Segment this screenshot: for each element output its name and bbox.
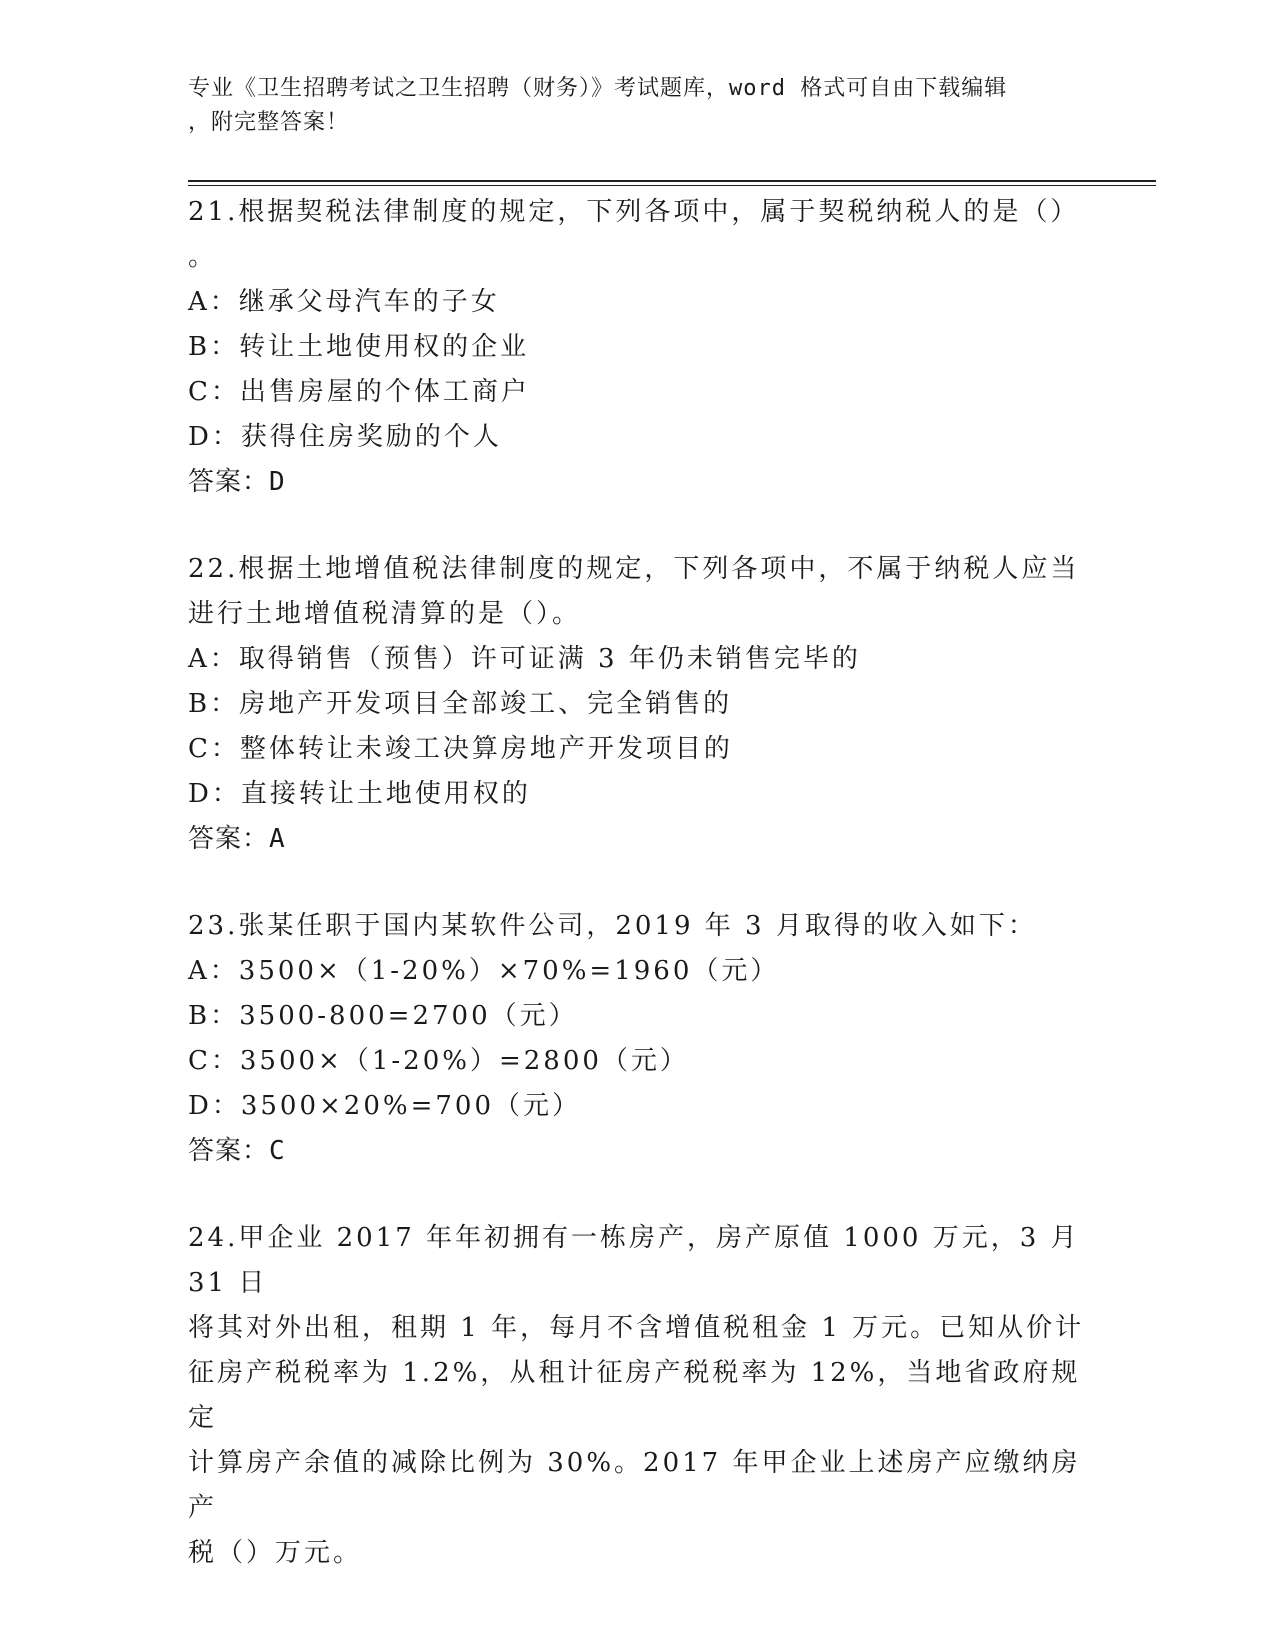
answer-value: D [269, 467, 286, 497]
option-a: A：3500×（1-20%）×70%=1960（元） [188, 956, 780, 986]
question-22 [188, 547, 1088, 862]
stem-line: 24.甲企业 2017 年年初拥有一栋房产，房产原值 1000 万元，3 月 31 日 [188, 1223, 1080, 1298]
header-line-1: 专业《卫生招聘考试之卫生招聘（财务）》考试题库，word 格式可自由下载编辑 [188, 76, 1008, 101]
answer-line [188, 460, 1088, 505]
answer-label: 答案： [188, 467, 270, 497]
stem-line: 将其对外出租，租期 1 年，每月不含增值税租金 1 万元。已知从价计 [188, 1313, 1085, 1343]
header-line-2: ，附完整答案！ [188, 110, 350, 135]
answer-label: 答案： [188, 824, 270, 854]
option-c: C：整体转让未竣工决算房地产开发项目的 [188, 734, 733, 764]
stem-line: 21.根据契税法律制度的规定，下列各项中，属于契税纳税人的是（） [188, 197, 1080, 227]
option-c: C：出售房屋的个体工商户 [188, 377, 530, 407]
question-stem [188, 1216, 1088, 1576]
option-a: A：继承父母汽车的子女 [188, 287, 500, 317]
question-list [188, 190, 1088, 1618]
header-divider-thin [188, 185, 1156, 186]
question-24 [188, 1216, 1088, 1576]
stem-line: 计算房产余值的减除比例为 30%。2017 年甲企业上述房产应缴纳房产 [188, 1448, 1081, 1523]
stem-line: 23.张某任职于国内某软件公司，2019 年 3 月取得的收入如下： [188, 911, 1037, 941]
answer-value: A [269, 824, 286, 854]
question-stem [188, 547, 1088, 637]
option-b: B：房地产开发项目全部竣工、完全销售的 [188, 689, 733, 719]
header-divider-thick [188, 180, 1156, 182]
stem-line: 税（）万元。 [188, 1538, 363, 1568]
option-d: D：获得住房奖励的个人 [188, 422, 502, 452]
question-21 [188, 190, 1088, 505]
question-stem [188, 190, 1088, 280]
stem-line: 。 [188, 242, 218, 272]
document-header [188, 72, 1068, 140]
question-stem [188, 904, 1088, 949]
stem-line: 22.根据土地增值税法律制度的规定，下列各项中，不属于纳税人应当 [188, 554, 1080, 584]
option-c: C：3500×（1-20%）=2800（元） [188, 1046, 689, 1076]
option-b: B：转让土地使用权的企业 [188, 332, 530, 362]
option-b: B：3500-800=2700（元） [188, 1001, 578, 1031]
answer-label: 答案： [188, 1136, 270, 1166]
answer-value: C [269, 1136, 286, 1166]
answer-line [188, 817, 1088, 862]
option-d: D：3500×20%=700（元） [188, 1091, 581, 1121]
answer-line [188, 1129, 1088, 1174]
stem-line: 征房产税税率为 1.2%，从租计征房产税税率为 12%，当地省政府规定 [188, 1358, 1081, 1433]
option-a: A：取得销售（预售）许可证满 3 年仍未销售完毕的 [188, 644, 861, 674]
option-d: D：直接转让土地使用权的 [188, 779, 531, 809]
question-23 [188, 904, 1088, 1174]
stem-line: 进行土地增值税清算的是（）。 [188, 599, 582, 629]
